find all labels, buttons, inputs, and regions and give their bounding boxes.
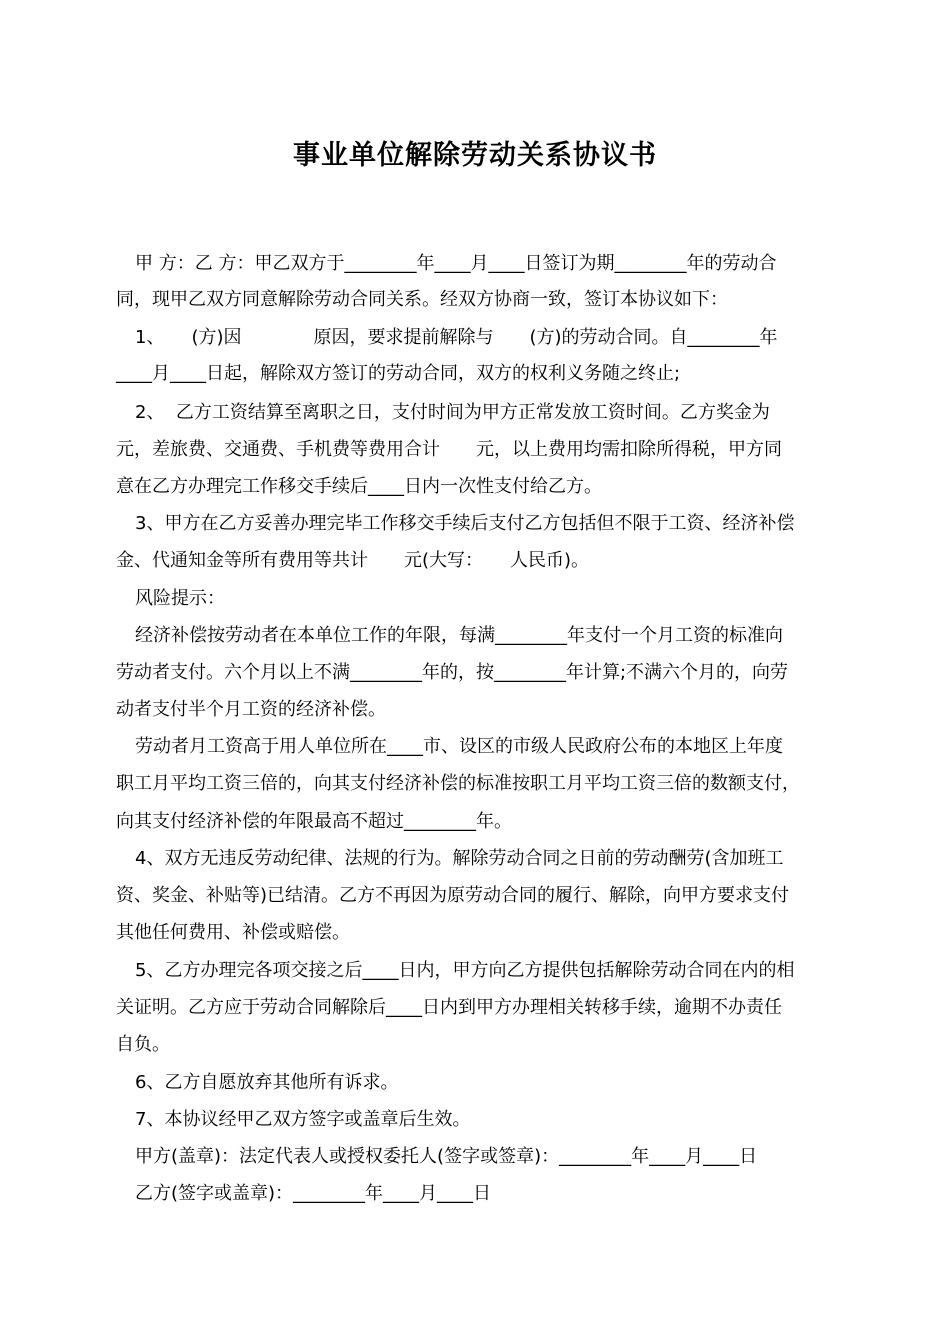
text-line: 经济补偿按劳动者在本单位工作的年限，每满________年支付一个月工资的标准向 <box>135 625 783 646</box>
signature-line-party-a: 甲方(盖章)：法定代表人或授权委托人(签字或签章)：________年____月____日 <box>135 1146 758 1167</box>
text-line: 劳动者支付。六个月以上不满________年的，按________年计算;不满六个月的，向劳 <box>116 662 789 683</box>
text-line: 金、代通知金等所有费用等共计 元(大写： 人民币)。 <box>116 550 590 571</box>
text-line: 7、本协议经甲乙双方签字或盖章后生效。 <box>135 1109 471 1130</box>
text-line: 1、 (方)因 原因，要求提前解除与 (方)的劳动合同。自________年 <box>135 327 778 348</box>
text-line: 2、 乙方工资结算至离职之日，支付时间为甲方正常发放工资时间。乙方奖金为 <box>135 402 770 423</box>
text-line: 元，差旅费、交通费、手机费等费用合计 元，以上费用均需扣除所得税，甲方同 <box>116 439 782 460</box>
text-line: 甲 方：乙 方：甲乙双方于________年____月____日签订为期________年的劳动合 <box>135 253 777 274</box>
text-line: 动者支付半个月工资的经济补偿。 <box>116 699 386 720</box>
document-title: 事业单位解除劳动关系协议书 <box>293 140 657 171</box>
text-line: 同，现甲乙双方同意解除劳动合同关系。经双方协商一致，签订本协议如下： <box>116 289 728 310</box>
text-line: 风险提示： <box>135 588 225 609</box>
text-line: 5、乙方办理完各项交接之后____日内，甲方向乙方提供包括解除劳动合同在内的相 <box>135 960 795 981</box>
text-line: 6、乙方自愿放弃其他所有诉求。 <box>135 1072 399 1093</box>
text-line: 职工月平均工资三倍的，向其支付经济补偿的标准按职工月平均工资三倍的数额支付， <box>116 773 800 794</box>
text-line: 向其支付经济补偿的年限最高不超过________年。 <box>116 811 512 832</box>
text-line: 关证明。乙方应于劳动合同解除后____日内到甲方办理相关转移手续，逾期不办责任 <box>116 997 782 1018</box>
text-line: 自负。 <box>116 1034 170 1055</box>
text-line: 资、奖金、补贴等)已结清。乙方不再因为原劳动合同的履行、解除，向甲方要求支付 <box>116 885 790 906</box>
signature-line-party-b: 乙方(签字或盖章)：________年____月____日 <box>135 1183 492 1204</box>
text-line: 4、双方无违反劳动纪律、法规的行为。解除劳动合同之日前的劳动酬劳(含加班工 <box>135 848 784 869</box>
text-line: 3、甲方在乙方妥善办理完毕工作移交手续后支付乙方包括但不限于工资、经济补偿 <box>135 513 795 534</box>
text-line: 意在乙方办理完工作移交手续后____日内一次性支付给乙方。 <box>116 476 602 497</box>
text-line: 其他任何费用、补偿或赔偿。 <box>116 922 350 943</box>
text-line: 劳动者月工资高于用人单位所在____市、设区的市级人民政府公布的本地区上年度 <box>135 736 783 757</box>
text-line: ____月____日起，解除双方签订的劳动合同，双方的权利义务随之终止; <box>116 363 681 384</box>
